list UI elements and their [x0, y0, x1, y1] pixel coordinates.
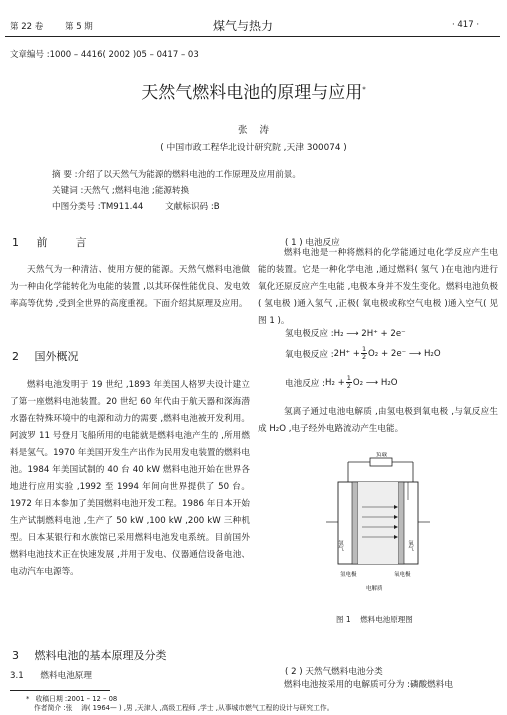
- article-number: 文章编号 :1000 – 4416( 2002 )05 – 0417 – 03: [10, 50, 199, 60]
- equation-1: [285, 327, 406, 339]
- header-rule: [5, 36, 500, 37]
- oxygen-label: 氧气: [407, 540, 413, 551]
- title-block: [0, 78, 507, 103]
- section-3-heading: [12, 647, 167, 663]
- header-journal: 煤气与热力: [213, 19, 274, 33]
- section-3-number: 3: [12, 649, 19, 662]
- load-box: [370, 458, 392, 466]
- received-date: 收稿日期 :2001 – 12 – 08: [35, 695, 118, 703]
- abstract: 摘 要 :介绍了以天然气为能源的燃料电池的工作原理及应用前景。: [52, 170, 301, 180]
- section-2-title: 国外概况: [34, 350, 79, 363]
- classification: 中图分类号 :TM911.44 文献标识码 :B: [52, 202, 220, 212]
- section-1-heading: [12, 234, 86, 250]
- o-electrode-label: 氧电极: [394, 572, 411, 578]
- section-2-text: 燃料电池发明于 19 世纪 ,1893 年美国人格罗夫设计建立了第一座燃料电池装置。20 世纪 60 年代由于航天器和深海潜水器在特殊环境中的电源和动力的需要 ,燃料电池被开发利用。阿波罗 11 号登月飞船所用的电能就是燃料电池产生的 ,所用燃料是氢气。1970 年美国开发生产出作为民用发电装置的燃料电池。1984 年美国试制的 40 台 40 kW 燃料电池开始在世界各地进行应用实验 ,1992 至 1994 年间向世界提供了 50 台。1972 年日本参加了美国燃料电池开发工程。1986 年日本开始生产试制燃料电池 ,生产了 50 kW ,100 kW ,200 kW 三种机型。日本某银行和水族馆已采用燃料电池发电系统。目前国外燃料电池技术正在快速发展 ,并用于发电、仪器通信设备电池、电动汽车电源等。: [10, 380, 250, 577]
- load-label: 负载: [376, 452, 388, 458]
- header-page: · 417 ·: [452, 20, 480, 30]
- author-bio: 作者简介 :张 涛( 1964— ) ,男 ,天津人 ,高级工程师 ,学士 ,从事城市燃气工程的设计与研究工作。: [34, 704, 334, 712]
- footnote-mark: *: [26, 695, 30, 703]
- section-2-heading: [12, 348, 79, 364]
- hydrogen-electrode: [352, 482, 358, 564]
- header-issue: 第 5 期: [65, 22, 93, 32]
- title-footnote-mark: *: [362, 85, 366, 94]
- header-volume: 第 22 卷: [10, 22, 44, 32]
- item-2-title: ( 2 ) 天然气燃料电池分类: [285, 667, 383, 677]
- equation-1-label: 氢电极反应 :: [285, 329, 334, 339]
- equation-3-fraction: [346, 375, 352, 390]
- fraction-denominator: 2: [361, 353, 367, 361]
- fuel-cell-diagram: [318, 452, 438, 602]
- figure-1-caption: 图 1 燃料电池原理图: [336, 615, 413, 624]
- subsection-3-1-number: 3.1: [10, 671, 24, 681]
- equation-3-label: 电池反应 :: [285, 378, 326, 389]
- electrolyte-label: 电解质: [366, 586, 383, 592]
- author: 张 涛: [237, 125, 270, 136]
- keywords: 关键词 :天然气 ;燃料电池 ;能源转换: [52, 186, 190, 196]
- equation-2-fraction: [361, 346, 367, 361]
- section-2-number: 2: [12, 350, 19, 363]
- subsection-3-1-title: 燃料电池原理: [40, 671, 92, 681]
- fraction-numerator: 1: [361, 345, 367, 353]
- oxygen-electrode: [398, 482, 404, 564]
- fraction-numerator: 1: [346, 374, 351, 382]
- electrolyte-region: [358, 482, 398, 564]
- section-1-title: 前 言: [36, 236, 87, 249]
- h-electrode-label: 氢电极: [340, 572, 357, 578]
- equation-2-part-b: O₂ + 2e⁻ ⟶ H₂O: [368, 348, 441, 359]
- affiliation: ( 中国市政工程华北设计研究院 ,天津 300074 ): [160, 143, 347, 153]
- equation-1-formula: H₂ ⟶ 2H⁺ + 2e⁻: [333, 329, 406, 339]
- equation-2: [285, 346, 441, 361]
- item-2-text: 燃料电池按采用的电解质可分为 :磷酸燃料电: [284, 680, 453, 690]
- equation-3: [285, 375, 398, 390]
- equation-3-part-b: O₂ ⟶ H₂O: [352, 377, 398, 388]
- fraction-denominator: 2: [346, 382, 351, 390]
- equation-3-part-a: H₂ +: [325, 377, 345, 388]
- footnote-rule: [10, 690, 110, 691]
- item-1-text: 燃料电池是一种将燃料的化学能通过电化学反应产生电能的装置。它是一种化学电池 ,通过燃料( 氢气 )在电池内进行氧化还原反应产生电能 ,电极本身并不发生变化。燃料电池负极( 氢电极 )通入氢气 ,正极( 氧电极或称空气电极 )通入空气( 见图 1 )。: [258, 248, 498, 326]
- item-1-title: ( 1 ) 电池反应: [285, 238, 340, 248]
- subsection-3-1-heading: [10, 669, 92, 681]
- hydrogen-label: 氢气: [337, 540, 343, 551]
- equation-2-part-a: 2H⁺ +: [333, 348, 361, 359]
- equation-2-label: 氧电极反应 :: [285, 349, 334, 360]
- section-1-number: 1: [12, 236, 19, 249]
- section-1-text: 天然气为一种清洁、使用方便的能源。天然气燃料电池做为一种由化学能转化为电能的装置 ,以其环保性能优良、发电效率高等优势 ,受到全世界的高度重视。下面介绍其原理及应用。: [10, 265, 250, 309]
- after-equation-text: 氢离子通过电池电解质 ,由氢电极到氧电极 ,与氧反应生成 H₂O ,电子经外电路流动产生电能。: [258, 407, 498, 434]
- section-3-title: 燃料电池的基本原理及分类: [34, 649, 167, 662]
- paper-title: 天然气燃料电池的原理与应用: [141, 83, 363, 103]
